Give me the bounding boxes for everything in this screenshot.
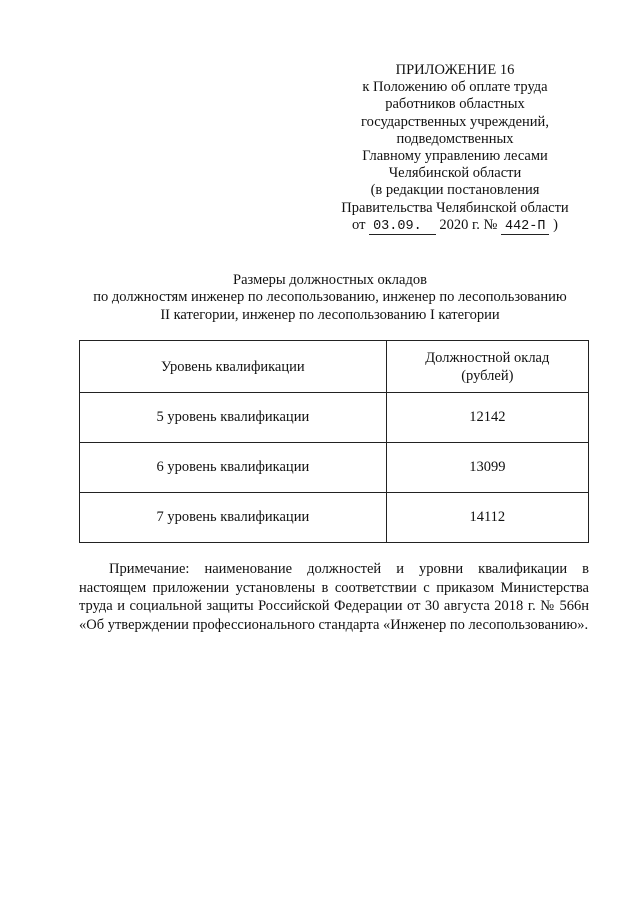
salary-cell: 13099	[386, 443, 588, 493]
footnote	[79, 560, 589, 634]
header-line: работников областных	[385, 96, 525, 113]
column-header-level: Уровень квалификации	[80, 341, 387, 393]
title-line: II категории, инженер по лесопользованию I категории	[160, 306, 500, 323]
appendix-number: ПРИЛОЖЕНИЕ 16	[395, 62, 515, 78]
closing-paren: )	[553, 216, 558, 233]
appendix-header	[320, 62, 590, 235]
table-row	[80, 493, 589, 543]
table-header-row	[80, 341, 589, 393]
qualification-level-cell: 6 уровень квалификации	[80, 443, 387, 493]
header-line: (в редакции постановления	[370, 182, 540, 199]
table-row	[80, 393, 589, 443]
qualification-level-cell: 5 уровень квалификации	[80, 393, 387, 443]
salary-table	[79, 340, 589, 543]
footnote-text: Примечание: наименование должностей и уровни квалификации в настоящем приложении установлены в соответствии с приказом Министерства труда и социальной защиты Российской Федерации от 30 августа 2018 г. № 566н «Об утверждении профессионального стандарта «Инженер по лесопользованию».	[79, 561, 589, 633]
header-line: Челябинской области	[388, 165, 522, 182]
qualification-level-cell: 7 уровень квалификации	[80, 493, 387, 543]
salary-cell: 12142	[386, 393, 588, 443]
header-line: Правительства Челябинской области	[341, 199, 569, 216]
column-header-salary-line1: Должностной оклад	[425, 349, 550, 366]
header-line: государственных учреждений,	[361, 113, 549, 130]
header-line: Главному управлению лесами	[362, 148, 548, 165]
table-row	[80, 443, 589, 493]
salary-cell: 14112	[386, 493, 588, 543]
date-prefix: от	[352, 216, 366, 233]
year-text: 2020 г. №	[439, 216, 498, 233]
resolution-date: 03.09.	[369, 219, 436, 235]
resolution-number: 442-П	[501, 219, 550, 235]
title-line: по должностям инженер по лесопользованию, инженер по лесопользованию	[93, 289, 567, 306]
column-header-salary	[386, 341, 588, 393]
header-line: к Положению об оплате труда	[362, 79, 548, 96]
header-line: подведомственных	[396, 130, 514, 147]
title-line: Размеры должностных окладов	[233, 272, 427, 288]
resolution-date-line	[320, 217, 590, 235]
document-title	[70, 272, 590, 324]
column-header-salary-line2: (рублей)	[461, 367, 514, 384]
